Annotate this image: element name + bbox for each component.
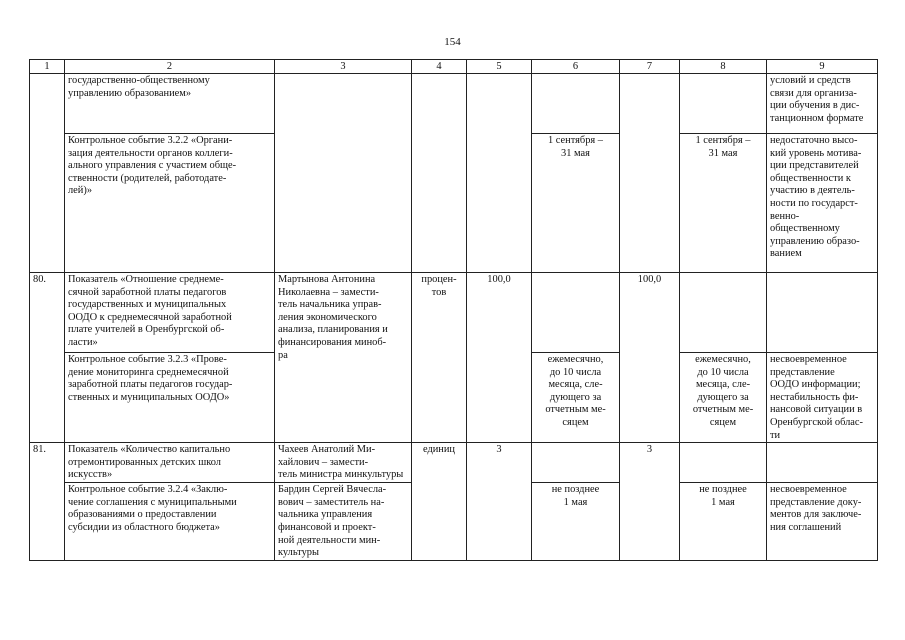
cell-responsible: Бардин Сергей Вячесла- вович – заместитель на- чальника управления финансовой и проект- ной деятельности мин- культуры: [275, 483, 412, 561]
cell-period-2: [680, 74, 767, 134]
cell-period-2: не позднее 1 мая: [680, 483, 767, 561]
header-col-4: 4: [412, 60, 467, 74]
header-col-1: 1: [30, 60, 65, 74]
cell-value-2: 3: [620, 443, 680, 561]
cell-period: ежемесячно, до 10 числа месяца, сле- дующего за отчетным ме- сяцем: [532, 353, 620, 443]
cell-description: Показатель «Количество капитально отремонтированных детских школ искусств»: [65, 443, 275, 483]
header-col-3: 3: [275, 60, 412, 74]
cell-period-2: [680, 443, 767, 483]
header-row: [30, 60, 878, 74]
cell-description: Показатель «Отношение среднеме- сячной заработной платы педагогов государственных и муниципальных ООДО к среднемесячной заработной плате учителей в Оренбургской об- ласти»: [65, 273, 275, 353]
cell-risk: [767, 443, 878, 483]
cell-responsible: Чахеев Анатолий Ми- хайлович – замести- тель министра минкультуры: [275, 443, 412, 483]
cell-num: [30, 74, 65, 273]
header-col-6: 6: [532, 60, 620, 74]
cell-description: Контрольное событие 3.2.3 «Прове- дение мониторинга среднемесячной заработной платы педагогов государ- ственных и муниципальных ООДО»: [65, 353, 275, 443]
cell-risk: несвоевременное представление доку- ментов для заключе- ния соглашений: [767, 483, 878, 561]
cell-period: [532, 443, 620, 483]
cell-period: не позднее 1 мая: [532, 483, 620, 561]
cell-value-2: 100,0: [620, 273, 680, 443]
header-col-8: 8: [680, 60, 767, 74]
cell-responsible: [275, 74, 412, 273]
cell-period-2: 1 сентября – 31 мая: [680, 134, 767, 273]
cell-risk: условий и средств связи для организа- ции обучения в дис- танционном формате: [767, 74, 878, 134]
cell-unit: [412, 74, 467, 273]
cell-responsible: Мартынова Антонина Николаевна – замести- тель начальника управ- ления экономического анализа, планирования и финансирования миноб- ра: [275, 273, 412, 443]
cell-num: 81.: [30, 443, 65, 561]
cell-risk: [767, 273, 878, 353]
plan-table: [29, 59, 878, 561]
cell-period: 1 сентября – 31 мая: [532, 134, 620, 273]
cell-num: 80.: [30, 273, 65, 443]
cell-value-2: [620, 74, 680, 273]
cell-value: 3: [467, 443, 532, 561]
header-col-7: 7: [620, 60, 680, 74]
cell-description: Контрольное событие 3.2.2 «Органи- зация деятельности органов коллеги- ального управления с участием обще- ственности (родителей, работодате- лей)»: [65, 134, 275, 273]
header-col-5: 5: [467, 60, 532, 74]
header-col-9: 9: [767, 60, 878, 74]
page-number: 154: [444, 36, 461, 48]
cell-period-2: [680, 273, 767, 353]
cell-unit: процен- тов: [412, 273, 467, 443]
header-col-2: 2: [65, 60, 275, 74]
cell-description: Контрольное событие 3.2.4 «Заклю- чение соглашения с муниципальными образованиями о предоставлении субсидии из областного бюджета»: [65, 483, 275, 561]
cell-value: 100,0: [467, 273, 532, 443]
cell-value: [467, 74, 532, 273]
cell-description: государственно-общественному управлению образованием»: [65, 74, 275, 134]
table-row: [30, 443, 878, 483]
cell-period: [532, 273, 620, 353]
table-row: [30, 273, 878, 353]
cell-period: [532, 74, 620, 134]
cell-period-2: ежемесячно, до 10 числа месяца, сле- дующего за отчетным ме- сяцем: [680, 353, 767, 443]
cell-unit: единиц: [412, 443, 467, 561]
cell-risk: недостаточно высо- кий уровень мотива- ции представителей общественности к участию в деятель- ности по государст- венно- общественному управлению образо- ванием: [767, 134, 878, 273]
table-row: [30, 74, 878, 134]
cell-risk: несвоевременное представление ООДО информации; нестабильность фи- нансовой ситуации в Оренбургской облас- ти: [767, 353, 878, 443]
